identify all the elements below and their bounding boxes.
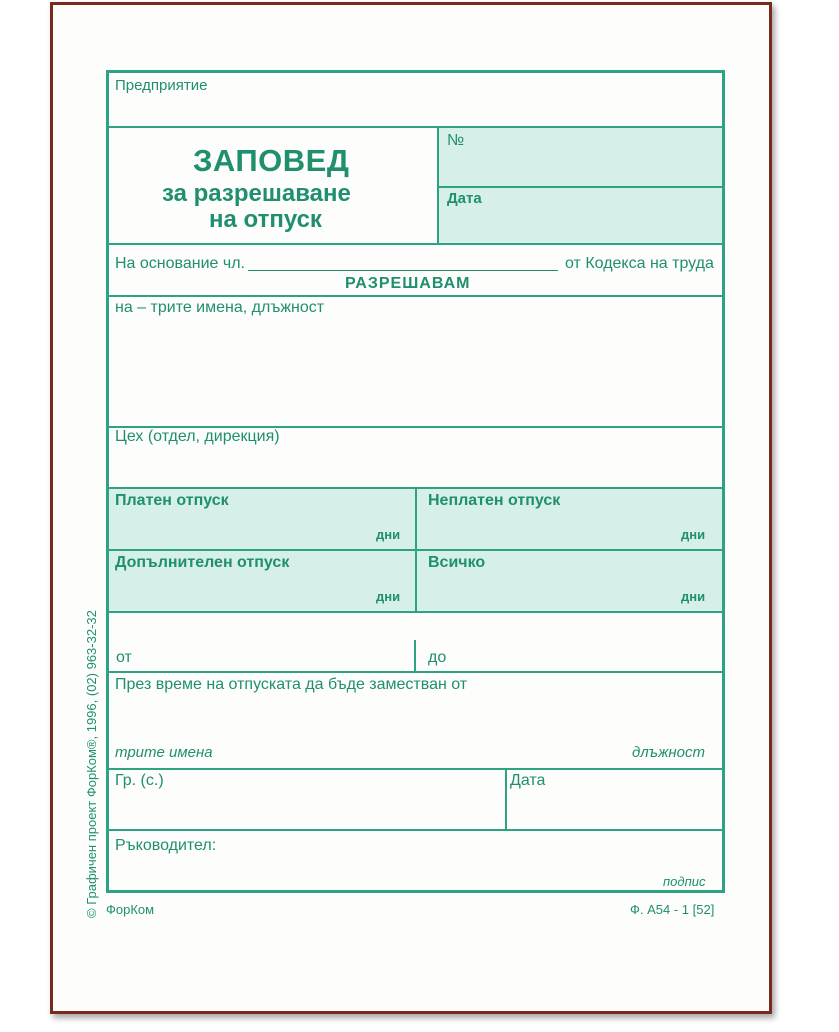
copyright-side-text: © Графичен проект ФорКом®, 1996, (02) 963-32-32 (84, 610, 99, 918)
date-label: Дата (447, 190, 482, 207)
signature-hint: подпис (663, 874, 706, 889)
substitute-names-hint: трите имена (115, 744, 213, 761)
days-label: дни (376, 527, 401, 542)
divider (439, 186, 723, 188)
total-leave-label: Всичко (428, 554, 486, 571)
period-from-label: от (116, 649, 132, 666)
days-label: дни (681, 527, 706, 542)
department-label: Цех (отдел, дирекция) (115, 428, 280, 445)
divider (109, 829, 723, 831)
paid-leave-label: Платен отпуск (115, 492, 229, 509)
substitute-position-hint: длъжност (632, 744, 705, 761)
period-to-label: до (428, 649, 447, 666)
article-number-field[interactable] (248, 270, 558, 271)
divider (415, 487, 417, 612)
divider (109, 295, 723, 297)
divider (414, 640, 416, 672)
divider (109, 126, 723, 128)
days-label: дни (681, 589, 706, 604)
order-subtitle-2: на отпуск (209, 206, 322, 233)
divider (437, 126, 439, 244)
date-label-2: Дата (510, 772, 546, 789)
basis-suffix: от Кодекса на труда (565, 255, 714, 272)
divider (109, 671, 723, 673)
publisher-label: ФорКом (106, 902, 155, 917)
divider (109, 768, 723, 770)
enterprise-label: Предприятие (115, 77, 208, 94)
additional-leave-label: Допълнителен отпуск (115, 554, 290, 571)
employee-label: на – трите имена, длъжност (115, 299, 325, 316)
number-label: № (447, 132, 465, 149)
basis-prefix: На основание чл. (115, 255, 245, 272)
form-code: Ф. А54 - 1 [52] (630, 902, 715, 917)
number-field[interactable] (439, 128, 722, 187)
days-label: дни (376, 589, 401, 604)
manager-label: Ръководител: (115, 837, 217, 854)
order-subtitle-1: за разрешаване (162, 180, 351, 207)
divider (109, 243, 723, 245)
divider (505, 768, 507, 830)
substitute-label: През време на отпуската да бъде заместван от (115, 676, 468, 693)
unpaid-leave-label: Неплатен отпуск (428, 492, 561, 509)
order-title: ЗАПОВЕД (193, 143, 350, 178)
place-label: Гр. (с.) (115, 772, 164, 789)
authorize-heading: РАЗРЕШАВАМ (345, 275, 471, 292)
